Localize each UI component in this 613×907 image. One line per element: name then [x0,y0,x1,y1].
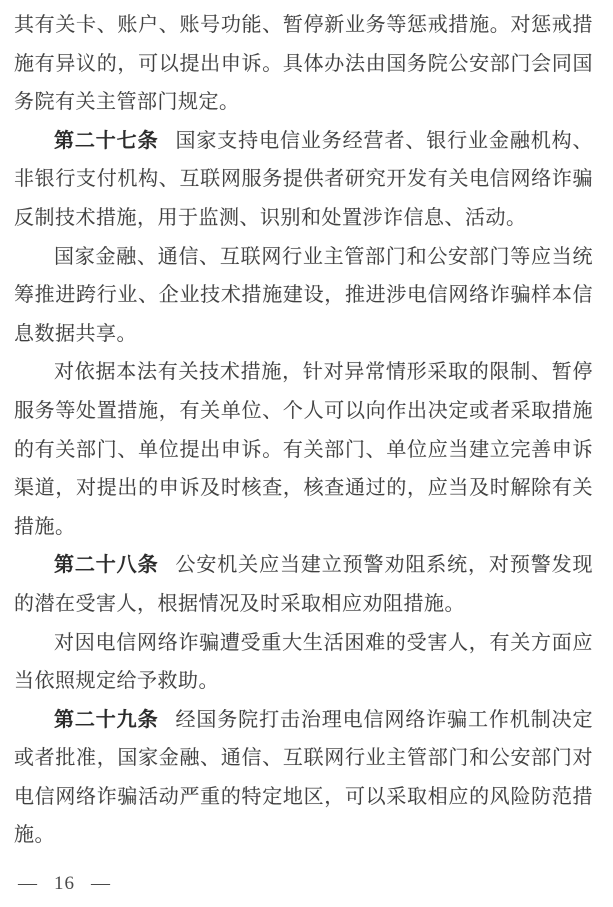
paragraph-text: 对依据本法有关技术措施，针对异常情形采取的限制、暂停服务等处置措施，有关单位、个人可以向作出决定或者采取措施的有关部门、单位提出申诉。有关部门、单位应当建立完善申诉渠道，对提出的申诉及时核查，核查通过的，应当及时解除有关措施。 [14,361,593,538]
paragraph [14,122,593,238]
paragraph [14,546,593,623]
paragraph [14,238,593,354]
page-number-footer [18,873,111,895]
article-number: 第二十七条 [54,129,159,152]
page-number-dash-left: — [18,873,38,894]
paragraph [14,353,593,546]
paragraph-text: 公安机关应当建立预警劝阻系统，对预警发现的潜在受害人，根据情况及时采取相应劝阻措施。 [14,554,594,615]
paragraph-text: 对因电信网络诈骗遭受重大生活困难的受害人，有关方面应当依照规定给予救助。 [14,631,593,693]
page-number-value: 16 [54,873,75,894]
article-number: 第二十八条 [54,554,159,577]
page-number-dash-right: — [91,873,111,894]
paragraph-text: 其有关卡、账户、账号功能、暂停新业务等惩戒措施。对惩戒措施有异议的，可以提出申诉。具体办法由国务院公安部门会同国务院有关主管部门规定。 [14,14,593,114]
paragraph-text: 国家金融、通信、互联网行业主管部门和公安部门等应当统筹推进跨行业、企业技术措施建设，推进涉电信网络诈骗样本信息数据共享。 [14,245,593,345]
paragraph [14,624,593,701]
paragraph [14,6,593,122]
paragraph [14,701,593,855]
article-number: 第二十九条 [54,708,159,731]
paragraph-text: 经国务院打击治理电信网络诈骗工作机制决定或者批准，国家金融、通信、互联网行业主管部门和公安部门对电信网络诈骗活动严重的特定地区，可以采取相应的风险防范措施。 [14,708,594,847]
document-body [14,6,593,855]
paragraph-text: 国家支持电信业务经营者、银行业金融机构、非银行支付机构、互联网服务提供者研究开发有关电信网络诈骗反制技术措施，用于监测、识别和处置涉诈信息、活动。 [14,129,594,229]
